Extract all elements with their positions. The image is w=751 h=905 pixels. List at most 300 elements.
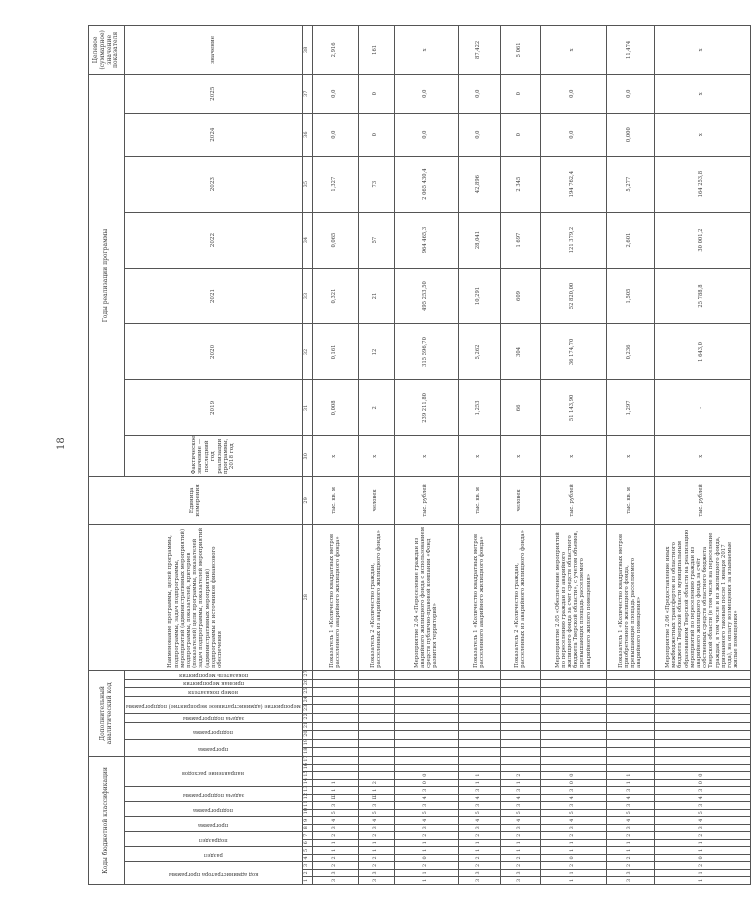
- kbk-header-subsection: подраздел: [125, 832, 303, 847]
- row-year-value: 194 762,4: [540, 156, 606, 212]
- col-num: 22: [302, 713, 312, 722]
- table-row: [358, 26, 394, 885]
- code-cell: [358, 756, 394, 764]
- code-cell: [312, 713, 358, 722]
- code-cell: [358, 772, 394, 780]
- analytic-header-index-number: номер показателя: [125, 688, 303, 697]
- code-cell: [500, 688, 540, 697]
- analytic-header-subprogram: подпрограмма: [125, 722, 303, 739]
- code-cell: [312, 705, 358, 714]
- code-cell: 2: [654, 832, 750, 840]
- row-year-value: 42,896: [458, 156, 500, 212]
- code-cell: [394, 739, 458, 748]
- code-cell: [500, 756, 540, 764]
- code-cell: [458, 705, 500, 714]
- col-num: 3: [302, 862, 312, 870]
- code-cell: [458, 722, 500, 731]
- col-num: 28: [302, 524, 312, 670]
- row-year-value: 0: [500, 74, 540, 113]
- code-cell: [540, 722, 606, 731]
- code-cell: 1: [312, 847, 358, 855]
- code-cell: 1: [606, 779, 654, 787]
- row-year-value: 0,0: [458, 74, 500, 113]
- code-cell: 1: [458, 839, 500, 847]
- col-num: 34: [302, 212, 312, 268]
- code-cell: 1: [394, 847, 458, 855]
- code-cell: 1: [606, 847, 654, 855]
- code-cell: [606, 696, 654, 705]
- code-cell: [358, 739, 394, 748]
- code-cell: 3: [458, 802, 500, 810]
- unit-column-header: Единица измерения: [89, 477, 303, 524]
- col-num: 15: [302, 772, 312, 780]
- row-unit: тыс. кв. м: [606, 477, 654, 524]
- code-cell: [458, 764, 500, 772]
- code-cell: 1: [358, 839, 394, 847]
- row-year-value: 304: [500, 324, 540, 380]
- code-cell: 1: [394, 839, 458, 847]
- target-group-header: Целевое (суммарное) значение показателя: [89, 26, 125, 75]
- code-cell: [312, 764, 358, 772]
- code-cell: 4: [500, 794, 540, 802]
- code-cell: [394, 748, 458, 757]
- code-cell: [606, 739, 654, 748]
- row-unit: человек: [358, 477, 394, 524]
- code-cell: [458, 679, 500, 688]
- row-year-value: 0,008: [312, 380, 358, 436]
- code-cell: [540, 764, 606, 772]
- year-header-2024: 2024: [125, 113, 303, 156]
- row-year-value: 1 643,0: [654, 324, 750, 380]
- row-year-value: 21: [358, 268, 394, 324]
- code-cell: 5: [312, 809, 358, 817]
- analytic-header-program: программа: [125, 739, 303, 756]
- code-cell: [312, 756, 358, 764]
- code-cell: [606, 731, 654, 740]
- code-cell: 1: [654, 877, 750, 885]
- row-actual-2018: х: [358, 436, 394, 477]
- kbk-header-task: задача подпрограммы: [125, 787, 303, 802]
- code-cell: [500, 722, 540, 731]
- row-target-value: 2,916: [312, 26, 358, 75]
- col-num: 38: [302, 26, 312, 75]
- code-cell: 5: [358, 809, 394, 817]
- row-actual-2018: х: [458, 436, 500, 477]
- row-name: Показатель 1 «Количество квадратных метров приобретенного жилищного фонда, превышающие площадь расселяемого аварийного помещения»: [606, 524, 654, 670]
- row-year-value: 52 820,00: [540, 268, 606, 324]
- code-cell: 3: [312, 877, 358, 885]
- code-cell: [540, 705, 606, 714]
- col-num: 10: [302, 809, 312, 817]
- code-cell: 1: [540, 847, 606, 855]
- row-year-value: 73: [358, 156, 394, 212]
- row-name: Показатель 2 «Количество граждан, расселенных из аварийного жилищного фонда»: [500, 524, 540, 670]
- code-cell: 2: [540, 862, 606, 870]
- code-cell: [312, 748, 358, 757]
- code-cell: 1: [540, 877, 606, 885]
- years-group-header: Годы реализации программы: [89, 74, 125, 476]
- row-year-value: 0,000: [606, 113, 654, 156]
- code-cell: 1: [606, 839, 654, 847]
- code-cell: 3: [500, 802, 540, 810]
- code-cell: [654, 739, 750, 748]
- table-row: [606, 26, 654, 885]
- code-cell: 3: [606, 787, 654, 795]
- code-cell: [394, 722, 458, 731]
- code-cell: 2: [358, 854, 394, 862]
- code-cell: 2: [312, 832, 358, 840]
- code-cell: [500, 670, 540, 679]
- col-num: 9: [302, 817, 312, 825]
- code-cell: [500, 731, 540, 740]
- row-name: Показатель 1 «Количество квадратных метров расселенного аварийного жилищного фонда»: [458, 524, 500, 670]
- code-cell: [312, 731, 358, 740]
- code-cell: 0: [654, 779, 750, 787]
- table-row: [654, 26, 750, 885]
- year-header-2022: 2022: [125, 212, 303, 268]
- col-num: 4: [302, 854, 312, 862]
- code-cell: 1: [394, 877, 458, 885]
- code-cell: 1: [540, 869, 606, 877]
- row-year-value: 2: [358, 380, 394, 436]
- row-year-value: 66: [500, 380, 540, 436]
- col-num: 32: [302, 324, 312, 380]
- code-cell: 1: [458, 779, 500, 787]
- year-header-2021: 2021: [125, 268, 303, 324]
- code-cell: 3: [500, 877, 540, 885]
- code-cell: [394, 731, 458, 740]
- code-cell: 1: [606, 772, 654, 780]
- code-cell: [500, 696, 540, 705]
- row-unit: тыс. кв. м: [312, 477, 358, 524]
- code-cell: 1: [654, 869, 750, 877]
- row-target-value: 161: [358, 26, 394, 75]
- table-row: [394, 26, 458, 885]
- code-cell: [458, 739, 500, 748]
- code-cell: [606, 679, 654, 688]
- code-cell: 5: [540, 809, 606, 817]
- code-cell: 1: [458, 772, 500, 780]
- col-num: 29: [302, 477, 312, 524]
- code-cell: 2: [500, 854, 540, 862]
- code-cell: [458, 670, 500, 679]
- col-num: 18: [302, 748, 312, 757]
- table-row: [540, 26, 606, 885]
- row-year-value: 2 345: [500, 156, 540, 212]
- code-cell: [606, 688, 654, 697]
- code-cell: 2: [606, 862, 654, 870]
- analytic-header-event-index: показатель мероприятия: [125, 670, 303, 679]
- code-cell: [606, 764, 654, 772]
- code-cell: [458, 731, 500, 740]
- row-year-value: 12: [358, 324, 394, 380]
- row-name: Мероприятие 2.06 «Предоставление иных межбюджетных трансфертов из областного бюджета Тверской области муниципальным образованиям Тверской области на реализацию мероприятий по переселению граждан из аварийного жилищного фонда за счёт собственных средств областного бюджета Тверской области (в том числе на переселение граждан, в том числе и из жилищного фонда, признанного таковым после 1 января 2017 года), на оплату возмещения за изымаемые жилые помещения»: [654, 524, 750, 670]
- col-num: 36: [302, 113, 312, 156]
- row-year-value: 28,041: [458, 212, 500, 268]
- year-header-2019: 2019: [125, 380, 303, 436]
- row-year-value: 0,236: [606, 324, 654, 380]
- code-cell: 3: [606, 877, 654, 885]
- code-cell: 2: [394, 832, 458, 840]
- row-year-value: 1 697: [500, 212, 540, 268]
- row-year-value: 0: [358, 74, 394, 113]
- code-cell: [654, 748, 750, 757]
- col-num: 37: [302, 74, 312, 113]
- row-target-value: 11,474: [606, 26, 654, 75]
- row-year-value: 51 143,90: [540, 380, 606, 436]
- code-cell: [654, 722, 750, 731]
- code-cell: 2: [500, 862, 540, 870]
- code-cell: 2: [312, 854, 358, 862]
- code-cell: 0: [654, 854, 750, 862]
- code-cell: 4: [540, 817, 606, 825]
- code-cell: [500, 679, 540, 688]
- code-cell: [654, 705, 750, 714]
- col-num: 2: [302, 869, 312, 877]
- code-cell: 2: [358, 832, 394, 840]
- col-num: 33: [302, 268, 312, 324]
- code-cell: 5: [606, 809, 654, 817]
- code-cell: [540, 731, 606, 740]
- code-cell: [540, 756, 606, 764]
- code-cell: [358, 705, 394, 714]
- code-cell: Ш: [358, 794, 394, 802]
- code-cell: [654, 756, 750, 764]
- analytic-header-event-flag: признак мероприятия: [125, 679, 303, 688]
- code-cell: 3: [358, 877, 394, 885]
- row-target-value: х: [394, 26, 458, 75]
- row-year-value: 121 379,2: [540, 212, 606, 268]
- budget-codes-header: Коды бюджетной классификации: [89, 756, 125, 884]
- row-actual-2018: х: [606, 436, 654, 477]
- row-year-value: 0,0: [458, 113, 500, 156]
- row-year-value: 36 174,70: [540, 324, 606, 380]
- row-year-value: 25 788,8: [654, 268, 750, 324]
- code-cell: 3: [606, 824, 654, 832]
- code-cell: 5: [394, 809, 458, 817]
- col-num: 27: [302, 670, 312, 679]
- code-cell: [312, 739, 358, 748]
- code-cell: 1: [654, 847, 750, 855]
- code-cell: 3: [312, 869, 358, 877]
- row-year-value: 964 465,3: [394, 212, 458, 268]
- code-cell: 2: [606, 854, 654, 862]
- code-cell: 3: [458, 869, 500, 877]
- analytic-header-event: мероприятие (административное мероприятие) подпрограммы: [125, 696, 303, 713]
- code-cell: [358, 670, 394, 679]
- row-year-value: 0,0: [312, 113, 358, 156]
- row-unit: человек: [500, 477, 540, 524]
- code-cell: 3: [312, 824, 358, 832]
- row-year-value: 30 001,2: [654, 212, 750, 268]
- code-cell: 3: [654, 802, 750, 810]
- code-cell: [358, 748, 394, 757]
- code-cell: 0: [394, 854, 458, 862]
- col-num: 25: [302, 688, 312, 697]
- code-cell: 3: [394, 802, 458, 810]
- col-num: 35: [302, 156, 312, 212]
- row-year-value: х: [654, 113, 750, 156]
- code-cell: [358, 731, 394, 740]
- code-cell: [654, 731, 750, 740]
- row-year-value: 1,505: [606, 268, 654, 324]
- code-cell: 2: [458, 832, 500, 840]
- code-cell: [458, 696, 500, 705]
- column-number-row: [302, 26, 312, 885]
- code-cell: [358, 713, 394, 722]
- code-cell: [312, 679, 358, 688]
- col-num: 7: [302, 832, 312, 840]
- code-cell: [654, 670, 750, 679]
- code-cell: 3: [540, 787, 606, 795]
- code-cell: [394, 688, 458, 697]
- col-num: 8: [302, 824, 312, 832]
- code-cell: 2: [458, 854, 500, 862]
- code-cell: 5: [458, 809, 500, 817]
- code-cell: [358, 696, 394, 705]
- table-row: [312, 26, 358, 885]
- code-cell: 4: [458, 794, 500, 802]
- code-cell: [458, 688, 500, 697]
- row-year-value: 2,601: [606, 212, 654, 268]
- col-num: 11: [302, 802, 312, 810]
- row-year-value: 0,0: [540, 113, 606, 156]
- code-cell: [500, 713, 540, 722]
- code-cell: [540, 748, 606, 757]
- row-year-value: х: [654, 74, 750, 113]
- row-year-value: 0,0: [606, 74, 654, 113]
- row-unit: тыс. кв. м: [458, 477, 500, 524]
- code-cell: 2: [606, 832, 654, 840]
- code-cell: 3: [358, 802, 394, 810]
- code-cell: [606, 748, 654, 757]
- code-cell: [500, 764, 540, 772]
- row-year-value: 0,0: [312, 74, 358, 113]
- code-cell: 2: [500, 772, 540, 780]
- code-cell: 3: [500, 787, 540, 795]
- code-cell: 3: [358, 824, 394, 832]
- program-table: [88, 25, 751, 885]
- row-year-value: 315 596,70: [394, 324, 458, 380]
- code-cell: [312, 670, 358, 679]
- code-cell: 0: [394, 779, 458, 787]
- code-cell: [358, 679, 394, 688]
- kbk-header-section: раздел: [125, 847, 303, 862]
- row-year-value: 609: [500, 268, 540, 324]
- code-cell: 2: [358, 862, 394, 870]
- col-num: 21: [302, 722, 312, 731]
- code-cell: [606, 722, 654, 731]
- code-cell: 0: [394, 772, 458, 780]
- code-cell: 3: [606, 869, 654, 877]
- row-year-value: 0,0: [394, 74, 458, 113]
- col-num: 13: [302, 787, 312, 795]
- code-cell: 1: [358, 787, 394, 795]
- code-cell: 4: [654, 794, 750, 802]
- code-cell: 3: [500, 869, 540, 877]
- code-cell: 5: [500, 809, 540, 817]
- row-year-value: 0,0: [394, 113, 458, 156]
- code-cell: [312, 688, 358, 697]
- row-unit: тыс. рублей: [654, 477, 750, 524]
- row-year-value: 2 065 430,4: [394, 156, 458, 212]
- code-cell: 2: [312, 862, 358, 870]
- code-cell: [358, 688, 394, 697]
- col-num: 16: [302, 764, 312, 772]
- code-cell: 3: [394, 787, 458, 795]
- code-cell: [312, 772, 358, 780]
- code-cell: 1: [500, 779, 540, 787]
- row-name: Мероприятие 2.05 «Обеспечение мероприятий по переселению граждан из аварийного жилищного фонда за счет средств областного бюджета Тверской области», с учетом объемов, превышающих площадь расселяемого аварийного жилого помещения»: [540, 524, 606, 670]
- row-year-value: 0,065: [312, 212, 358, 268]
- row-target-value: х: [654, 26, 750, 75]
- kbk-header-direction: направление расходов: [125, 756, 303, 786]
- code-cell: [394, 713, 458, 722]
- code-cell: 1: [500, 847, 540, 855]
- code-cell: 2: [358, 779, 394, 787]
- code-cell: [500, 739, 540, 748]
- code-cell: [394, 679, 458, 688]
- name-column-header: Наименование программы, целей программы, подпрограммы, задач подпрограммы, мероприятий (административных мероприятий) подпрограммы, показателей, критериев (показателей) цели программы, показателей задач подпрограммы, показателей мероприятий (административных мероприятий) подпрограммы и источников финансового обеспечения: [89, 524, 303, 670]
- year-header-2025: 2025: [125, 74, 303, 113]
- code-cell: 4: [540, 794, 606, 802]
- code-cell: 3: [540, 802, 606, 810]
- code-cell: 3: [394, 824, 458, 832]
- row-actual-2018: х: [394, 436, 458, 477]
- kbk-header-admin: код администратора программы: [125, 862, 303, 885]
- col-num: 6: [302, 839, 312, 847]
- row-year-value: -: [654, 380, 750, 436]
- row-year-value: 5,262: [458, 324, 500, 380]
- row-name: Показатель 1 «Количество квадратных метров расселенного аварийного жилищного фонда»: [312, 524, 358, 670]
- code-cell: [458, 748, 500, 757]
- row-year-value: 0: [358, 113, 394, 156]
- row-year-value: 5,277: [606, 156, 654, 212]
- code-cell: [606, 705, 654, 714]
- year-header-2023: 2023: [125, 156, 303, 212]
- row-name: Показатель 2 «Количество граждан, расселенных из аварийного жилищного фонда»: [358, 524, 394, 670]
- row-year-value: 164 253,8: [654, 156, 750, 212]
- row-actual-2018: х: [312, 436, 358, 477]
- code-cell: 4: [312, 817, 358, 825]
- code-cell: 2: [394, 862, 458, 870]
- code-cell: 4: [458, 817, 500, 825]
- code-cell: 2: [458, 862, 500, 870]
- code-cell: 2: [540, 832, 606, 840]
- code-cell: [500, 748, 540, 757]
- col-num: 24: [302, 696, 312, 705]
- code-cell: [540, 713, 606, 722]
- table-row: [458, 26, 500, 885]
- table-row: [500, 26, 540, 885]
- code-cell: 3: [500, 824, 540, 832]
- col-num: 31: [302, 380, 312, 436]
- code-cell: [394, 705, 458, 714]
- code-cell: [394, 764, 458, 772]
- code-cell: 1: [540, 839, 606, 847]
- code-cell: 3: [458, 824, 500, 832]
- code-cell: 4: [358, 817, 394, 825]
- row-actual-2018: х: [540, 436, 606, 477]
- code-cell: 4: [394, 817, 458, 825]
- code-cell: [654, 764, 750, 772]
- code-cell: 4: [606, 817, 654, 825]
- target-value-header: значение: [125, 26, 303, 75]
- code-cell: [358, 722, 394, 731]
- col-num: 30: [302, 436, 312, 477]
- row-year-value: 0,321: [312, 268, 358, 324]
- code-cell: 3: [312, 802, 358, 810]
